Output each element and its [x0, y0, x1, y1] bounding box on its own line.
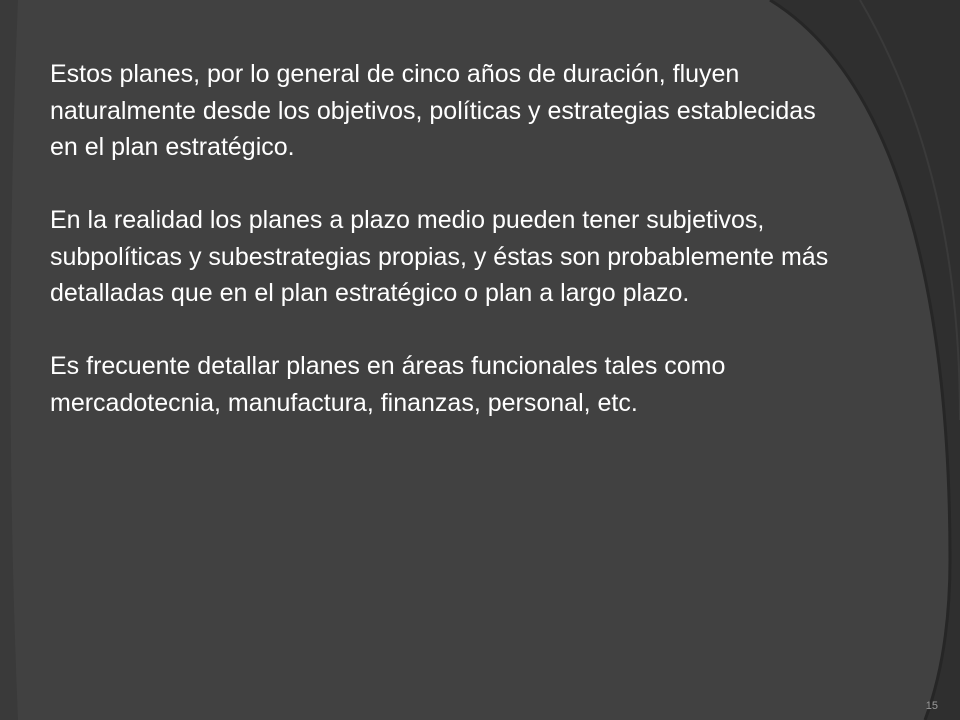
paragraph-3: Es frecuente detallar planes en áreas funcionales tales como mercadotecnia, manufactura, finanzas, personal, etc. [50, 352, 726, 417]
slide-body [50, 56, 830, 458]
paragraph-1: Estos planes, por lo general de cinco años de duración, fluyen naturalmente desde los objetivos, políticas y estrategias establecidas en el plan estratégico. [50, 60, 816, 161]
paragraph-2: En la realidad los planes a plazo medio pueden tener subjetivos, subpolíticas y subestrategias propias, y éstas son probablemente más detalladas que en el plan estratégico o plan a largo plazo. [50, 206, 829, 307]
slide-number: 15 [925, 700, 938, 712]
